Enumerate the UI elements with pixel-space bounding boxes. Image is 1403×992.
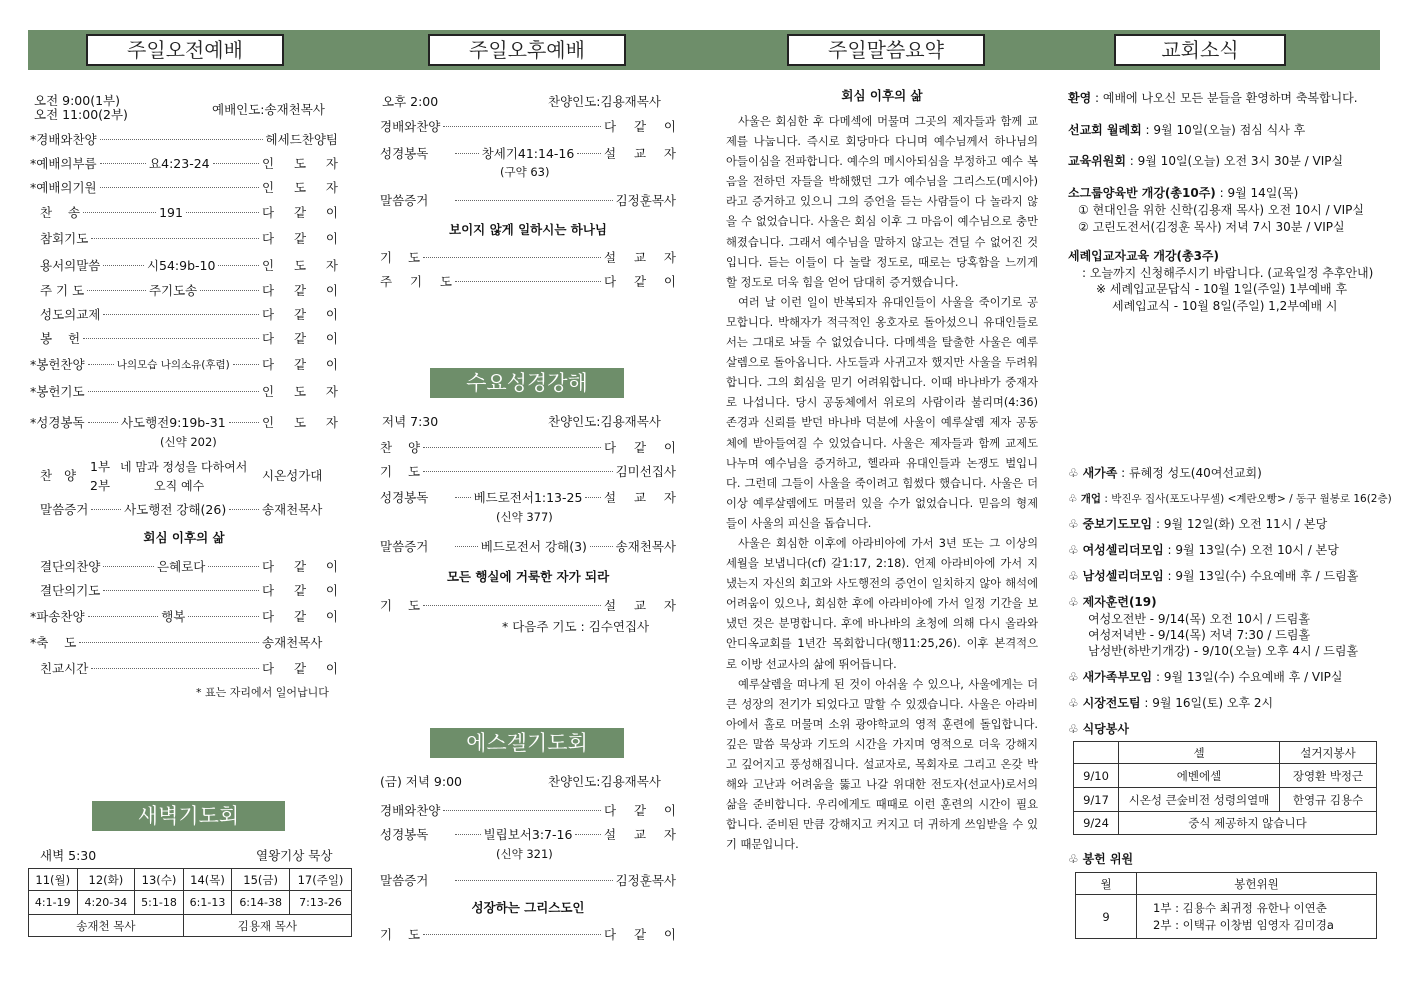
order-name: 결단의기도 [40, 583, 101, 598]
order-name: 기 도 [380, 598, 421, 613]
order-who: 다 같 이 [262, 583, 338, 598]
order-row [40, 279, 338, 301]
order-name: 용서의말씀 [40, 258, 101, 273]
news-label: 환영 [1068, 91, 1092, 105]
order-row [30, 631, 338, 653]
ezekiel-reading-note: (신약 321) [496, 847, 553, 861]
order-detail: 창세기41:14-16 [481, 146, 575, 161]
news-offering-committee [1068, 851, 1133, 868]
order-who: 인 도 자 [262, 384, 338, 399]
dawn-verse: 6:1-13 [183, 891, 232, 915]
news-baptism-3: 세례입교식 - 10월 8일(주일) 1,2부예배 시 [1112, 299, 1338, 313]
order-name: *예배의기원 [30, 180, 97, 195]
meal-header-dish: 설거지봉사 [1280, 742, 1377, 764]
order-who: 다 같 이 [262, 661, 338, 676]
order-name: *축 도 [30, 635, 77, 650]
offering-members [1137, 895, 1377, 939]
offering-line-1: 1부 : 김용수 최귀정 유한나 이연춘 [1153, 900, 1327, 915]
order-who: 김미선집사 [615, 464, 676, 479]
ezekiel-time: (금) 저녁 9:00 [380, 774, 462, 789]
dawn-verse: 7:13-26 [290, 891, 352, 915]
order-who: 다 같 이 [604, 927, 676, 942]
news-label: 세례입교자교육 개강(총3주) [1068, 249, 1220, 263]
order-name: 기 도 [380, 250, 421, 265]
news-discipleship-3: 남성반(하반기개강) - 9/10(오늘) 오후 4시 / 드림홀 [1088, 644, 1359, 658]
wednesday-reading-note: (신약 377) [496, 510, 553, 524]
news-small-group-1: ① 현대인을 위한 신학(김용재 목사) 오전 10시 / VIP실 [1078, 203, 1364, 217]
order-row [30, 128, 338, 150]
clover-icon: ♧ [1068, 517, 1083, 531]
order-who: 설 교 자 [604, 490, 676, 505]
order-who: 설 교 자 [604, 827, 676, 842]
order-detail: 시54:9b-10 [146, 258, 216, 273]
order-row [40, 579, 338, 601]
news-small-group-2: ② 고린도전서(김정훈 목사) 저녁 7시 30분 / VIP실 [1078, 220, 1345, 234]
order-who: 설 교 자 [604, 250, 676, 265]
morning-footnote: * 표는 자리에서 일어납니다 [196, 686, 329, 699]
news-baptism-1: : 오늘까지 신청해주시기 바랍니다. (교육일정 추후안내) [1082, 266, 1374, 280]
order-row [30, 152, 338, 174]
order-who: 다 같 이 [262, 331, 338, 346]
order-name: 경배와찬양 [380, 119, 441, 134]
order-row [30, 176, 338, 198]
meal-header-cell: 셀 [1119, 742, 1280, 764]
wednesday-leader: 찬양인도:김용재목사 [548, 414, 661, 429]
order-name: 주 기 도 [40, 283, 85, 298]
offering-table [1075, 872, 1377, 939]
sermon-row [40, 498, 338, 520]
dawn-day: 12(화) [77, 869, 135, 891]
news-new-family [1068, 465, 1262, 482]
news-text: : 9월 10일(오늘) 오전 3시 30분 / VIP실 [1125, 154, 1344, 168]
order-detail: 주기도송 [148, 283, 198, 298]
news-meal-service [1068, 721, 1129, 738]
order-name: 친교시간 [40, 661, 89, 676]
order-who: 다 같 이 [262, 205, 338, 220]
news-label: 개업 [1080, 493, 1102, 505]
dawn-day: 11(월) [29, 869, 78, 891]
order-row [380, 115, 676, 137]
order-name: 봉 헌 [40, 331, 81, 346]
order-row [30, 380, 338, 402]
order-who: 설 교 자 [604, 598, 676, 613]
dawn-day: 14(목) [183, 869, 232, 891]
offering-month: 9 [1076, 895, 1137, 939]
afternoon-sermon-title: 보이지 않게 일하시는 하나님 [449, 222, 607, 237]
order-detail: 행복 [161, 609, 186, 624]
news-label: 식당봉사 [1082, 722, 1129, 736]
title-wednesday-study: 수요성경강해 [430, 368, 624, 398]
dawn-description: 열왕기상 묵상 [256, 848, 333, 863]
order-who: 설 교 자 [604, 146, 677, 161]
order-name: 주 기 도 [380, 274, 452, 289]
title-dawn-prayer: 새벽기도회 [92, 801, 285, 831]
news-label: 봉헌 위원 [1082, 852, 1134, 866]
dawn-schedule-table [28, 868, 352, 937]
news-label: 선교회 월례회 [1068, 123, 1142, 137]
order-who: 인 도 자 [262, 258, 339, 273]
order-name: 참회기도 [40, 231, 89, 246]
news-text: : 예배에 나오신 모든 분들을 환영하며 축복합니다. [1091, 91, 1358, 105]
order-name: 찬 송 [40, 205, 81, 220]
morning-time-1: 오전 9:00(1부) [34, 93, 120, 108]
order-name: 말씀증거 [380, 539, 429, 554]
order-row [30, 411, 338, 433]
order-row [30, 605, 338, 627]
news-label: 제자훈련(19) [1082, 595, 1157, 609]
choir-song-1: 네 맘과 정성을 다하여서 [120, 460, 248, 474]
order-name: *봉헌기도 [30, 384, 85, 399]
news-label: 여성셀리더모임 [1082, 543, 1164, 557]
order-detail: 빌립보서3:7-16 [483, 827, 573, 842]
order-name: 경배와찬양 [380, 803, 441, 818]
dawn-day: 15(금) [232, 869, 290, 891]
order-who: 다 같 이 [604, 803, 676, 818]
news-text: : 9월 14일(목) [1215, 186, 1299, 200]
order-row [40, 254, 338, 276]
order-row [380, 246, 676, 268]
order-who: 인 도 자 [262, 156, 339, 171]
sermon-paragraph: 사울은 회심한 후 다메섹에 머물며 그곳의 제자들과 함께 교제를 나눕니다. 즉시로 회당마다 다니며 예수님께서 하나님의 아들이심을 전파합니다. 예수의 메시아되심을 부정하고 예수 복음을 전하던 자들을 박해했던 그가 예수님을 그리스도(메시아)라고 증거하고 있으니 그의 증언을 듣는 사람들이 다 놀라지 않을 수 없었습니다. 사울은 회심 이후 그 마음이 예수님으로 충만해졌습니다. 그래서 예수님을 말하지 않고는 견딜 수 없어진 것입니다. 듣는 이들이 다 놀랄 정도로, 때로는 당혹함을 느끼게 할 정도로 더욱 힘을 얻어 담대히 증거했습니다. [726, 115, 1038, 289]
clover-icon: ♧ [1068, 722, 1083, 736]
order-detail: 베드로전서1:13-25 [473, 490, 583, 505]
order-name: 말씀증거 [380, 873, 429, 888]
news-baptism [1068, 248, 1219, 265]
dawn-time: 새벽 5:30 [40, 848, 97, 863]
clover-icon: ♧ [1068, 852, 1083, 866]
ezekiel-leader: 찬양인도:김용재목사 [548, 774, 661, 789]
news-label: 중보기도모임 [1082, 517, 1153, 531]
dawn-verse: 4:1-19 [29, 891, 78, 915]
news-label: 소그룹양육반 개강(총10주) [1068, 186, 1216, 200]
afternoon-time: 오후 2:00 [382, 94, 439, 109]
order-who: 다 같 이 [262, 609, 338, 624]
order-who: 인 도 자 [262, 415, 339, 430]
order-who: 다 같 이 [604, 119, 676, 134]
news-text: : 류혜정 성도(40여선교회) [1117, 466, 1262, 480]
news-label: 남성셀리더모임 [1082, 569, 1164, 583]
order-name: 말씀증거 [380, 193, 429, 208]
order-row [380, 270, 676, 292]
news-discipleship [1068, 594, 1157, 611]
news-women-cell [1068, 542, 1339, 559]
choir-part-2: 2부 [90, 478, 111, 493]
title-ezekiel-prayer: 에스겔기도회 [430, 728, 624, 758]
order-name: 찬 양 [380, 440, 421, 455]
news-education [1068, 153, 1343, 170]
news-welcome [1068, 90, 1358, 107]
order-row [380, 923, 676, 945]
order-row [380, 460, 676, 482]
order-name: *경배와찬양 [30, 132, 97, 147]
order-who: 김정훈목사 [615, 193, 676, 208]
meal-dish: 한영규 김용수 [1280, 788, 1377, 812]
order-row [40, 201, 338, 223]
order-who: 다 같 이 [262, 357, 338, 372]
meal-date: 9/24 [1074, 812, 1119, 835]
offering-line-2: 2부 : 이택규 이창범 임영자 김미경a [1153, 917, 1334, 932]
order-who: 다 같 이 [604, 274, 676, 289]
news-small-group [1068, 185, 1298, 202]
wednesday-next-prayer: * 다음주 기도 : 김수연집사 [502, 619, 650, 634]
meal-date: 9/10 [1074, 764, 1119, 788]
dawn-pastor-1: 송재천 목사 [29, 915, 184, 937]
news-intercession [1068, 516, 1327, 533]
order-row [380, 189, 676, 211]
news-label: 교육위원회 [1068, 154, 1126, 168]
title-sermon-summary: 주일말씀요약 [787, 34, 985, 66]
order-name: 말씀증거 [40, 502, 89, 517]
ezekiel-sermon-title: 성장하는 그리스도인 [471, 900, 585, 915]
order-detail: 사도행전9:19b-31 [120, 415, 226, 430]
title-afternoon-worship: 주일오후예배 [428, 34, 626, 66]
sermon-summary-body [726, 112, 1038, 855]
order-who: 인 도 자 [262, 180, 338, 195]
order-name: 결단의찬양 [40, 559, 101, 574]
news-discipleship-1: 여성오전반 - 9/14(목) 오전 10시 / 드림홀 [1088, 612, 1310, 626]
order-row [380, 594, 676, 616]
sermon-paragraph: 사울은 회심한 이후에 아라비아에 가서 3년 또는 그 이상의 세월을 보냅니다(cf) 갈1:17, 2:18). 언제 아라비아에 가서 지냈는지 자신의 회고와 사도행전의 증언이 일치하지 않아 해석에 어려움이 있으나, 회심한 후에 아라비아에 가서 일정 기간을 보냈던 것은 분명합니다. 후에 바나바의 초청에 의해 다시 올라와 안디옥교회를 1년간 목회합니다(행11:25,26). 이후 본격적으로 이방 선교사의 삶에 뛰어듭니다. [726, 536, 1038, 671]
order-detail: 요4:23-24 [149, 156, 210, 171]
order-who: 다 같 이 [262, 559, 339, 574]
news-market-team [1068, 695, 1273, 712]
sermon-summary-title: 회심 이후의 삶 [841, 88, 923, 103]
sermon-paragraph: 여러 날 이런 일이 반복되자 유대인들이 사울을 죽이기로 공모합니다. 박해자가 적극적인 옹호자로 돌아섰으니 유대인들로서는 그대로 놔둘 수 없었습니다. 다메섹을 탈출한 사울은 예루살렘으로 돌아옵니다. 사도들과 사귀고자 했지만 사울을 두려워합니다. 그의 회심을 믿기 어려워합니다. 이때 바나바가 중재자로 나섭니다. 당시 공동체에서 위로의 사람이라 불리며(4:36) 존경과 신뢰를 받던 바나바 덕분에 사울이 예루살렘 제자 공동체에 받아들여질 수 있었습니다. 사울은 제자들과 함께 교제도 나누며 예수님을 증거하고, 헬라파 유대인들과 논쟁도 벌입니다. 그런데 그들이 사울을 죽이려고 힘썼다 했습니다. 사울은 더 이상 예루살렘에도 머물러 있을 수가 없었습니다. 믿음의 형제들이 사울의 피신을 돕습니다. [726, 295, 1038, 530]
dawn-verse: 5:1-18 [135, 891, 184, 915]
order-detail: 191 [159, 204, 183, 220]
meal-cell: 시온성 큰숲비전 성령의열매 [1119, 788, 1280, 812]
offering-header-month: 월 [1076, 873, 1137, 895]
clover-icon: ♧ [1068, 493, 1081, 505]
order-row [380, 823, 676, 845]
order-row [40, 327, 338, 349]
order-name: *파송찬양 [30, 609, 85, 624]
order-name: 기 도 [380, 464, 421, 479]
news-discipleship-2: 여성저녁반 - 9/14(목) 저녁 7:30 / 드림홀 [1088, 628, 1311, 642]
clover-icon: ♧ [1068, 696, 1083, 710]
choir-part-1: 1부 [90, 459, 111, 474]
sermon-paragraph: 예루살렘을 떠나게 된 것이 아쉬울 수 있으나, 사울에게는 더 큰 성장의 전기가 되었다고 말할 수 있겠습니다. 사울은 아라비아에서 홀로 머물며 소위 광야학교의 영적 훈련에 돌입합니다. 깊은 말씀 묵상과 기도의 시간을 가지며 영적으로 더욱 강해지고 깊어지고 풍성해집니다. 설교자로, 목회자로 그리고 온갖 박해와 고난과 어려움을 뚫고 나갈 위대한 전도자(선교사)로서의 삶을 준비합니다. 우리에게도 때때로 이런 훈련의 시간이 필요합니다. 준비된 만큼 강해지고 커지고 더 귀하게 쓰임받을 수 있기 때문입니다. [726, 677, 1038, 852]
news-new-family-dept [1068, 669, 1343, 686]
order-who: 송재천목사 [262, 502, 323, 517]
news-text: : 박진우 집사(포도나무셀) <계란오빵> / 동구 월봉로 16(2층) [1101, 493, 1392, 505]
afternoon-reading-note: (구약 63) [500, 165, 550, 179]
order-who: 다 같 이 [262, 283, 338, 298]
order-detail: 사도행전 강해(26) [124, 502, 227, 517]
wednesday-sermon-title: 모든 행실에 거룩한 자가 되라 [446, 569, 610, 584]
afternoon-leader: 찬양인도:김용재목사 [548, 94, 661, 109]
news-mission [1068, 122, 1305, 139]
order-who: 다 같 이 [604, 440, 676, 455]
meal-date: 9/17 [1074, 788, 1119, 812]
dawn-verse: 6:14-38 [232, 891, 290, 915]
news-label: 새가족 [1082, 466, 1118, 480]
order-who: 송재천목사 [615, 539, 677, 554]
offering-header-members: 봉헌위원 [1137, 873, 1377, 895]
order-row [40, 303, 338, 325]
morning-reading-note: (신약 202) [160, 435, 217, 449]
clover-icon: ♧ [1068, 466, 1083, 480]
morning-leader: 예배인도:송재천목사 [212, 102, 325, 117]
clover-icon: ♧ [1068, 595, 1083, 609]
order-name: 성경봉독 [380, 827, 429, 842]
choir-label: 찬 양 [40, 468, 77, 483]
order-row [380, 436, 676, 458]
news-text: : 9월 10일(오늘) 점심 식사 후 [1141, 123, 1306, 137]
order-name: *봉헌찬양 [30, 357, 85, 372]
choir-who: 시온성가대 [262, 468, 323, 483]
order-detail: 나의모습 나의소유(후렴) [116, 358, 230, 371]
order-row [40, 555, 338, 577]
news-label: 시장전도팀 [1082, 696, 1141, 710]
dawn-pastor-2: 김용재 목사 [183, 915, 351, 937]
meal-header-blank [1074, 742, 1119, 764]
title-morning-worship: 주일오전예배 [86, 34, 284, 66]
dawn-verse: 4:20-34 [77, 891, 135, 915]
morning-time-2: 오전 11:00(2부) [34, 107, 128, 122]
news-text: : 9월 13일(수) 수요예배 후 / VIP실 [1152, 670, 1343, 684]
wednesday-time: 저녁 7:30 [382, 414, 439, 429]
order-name: *예배의부름 [30, 156, 97, 171]
news-text: : 9월 16일(토) 오후 2시 [1140, 696, 1274, 710]
order-name: *성경봉독 [30, 415, 85, 430]
meal-dish: 장영환 박정근 [1280, 764, 1377, 788]
news-text: : 9월 12일(화) 오전 11시 / 본당 [1152, 517, 1328, 531]
meal-cell: 에벤에셀 [1119, 764, 1280, 788]
meal-service-table [1073, 741, 1377, 835]
choir-song-2: 오직 예수 [154, 479, 205, 493]
morning-sermon-title: 회심 이후의 삶 [143, 530, 225, 545]
order-name: 성경봉독 [380, 146, 429, 161]
order-name: 성경봉독 [380, 490, 429, 505]
clover-icon: ♧ [1068, 670, 1083, 684]
order-row [380, 142, 676, 164]
order-who: 헤세드찬양팀 [265, 132, 338, 147]
order-row [40, 657, 338, 679]
news-text: : 9월 13일(수) 오전 10시 / 본당 [1163, 543, 1339, 557]
order-name: 성도의교제 [40, 307, 101, 322]
meal-note: 중식 제공하지 않습니다 [1119, 812, 1377, 835]
order-row [380, 486, 676, 508]
order-detail: 베드로전서 강해(3) [480, 539, 587, 554]
news-baptism-2: ※ 세례입교문답식 - 10월 1일(주일) 1부예배 후 [1096, 282, 1348, 296]
order-name: 기 도 [380, 927, 421, 942]
order-who: 김정훈목사 [615, 873, 676, 888]
order-who: 송재천목사 [262, 635, 323, 650]
clover-icon: ♧ [1068, 543, 1083, 557]
clover-icon: ♧ [1068, 569, 1083, 583]
news-men-cell [1068, 568, 1358, 585]
news-text: : 9월 13일(수) 수요예배 후 / 드림홀 [1163, 569, 1359, 583]
order-who: 다 같 이 [262, 231, 338, 246]
order-row [40, 227, 338, 249]
order-row [30, 353, 338, 375]
news-label: 새가족부모임 [1082, 670, 1153, 684]
dawn-day: 17(주일) [290, 869, 352, 891]
order-row [380, 799, 676, 821]
title-church-news: 교회소식 [1114, 34, 1286, 66]
order-row [380, 869, 676, 891]
news-opening [1068, 491, 1392, 508]
order-row [380, 535, 676, 557]
dawn-day: 13(수) [135, 869, 184, 891]
order-who: 다 같 이 [262, 307, 338, 322]
order-detail: 은혜로다 [157, 559, 206, 574]
